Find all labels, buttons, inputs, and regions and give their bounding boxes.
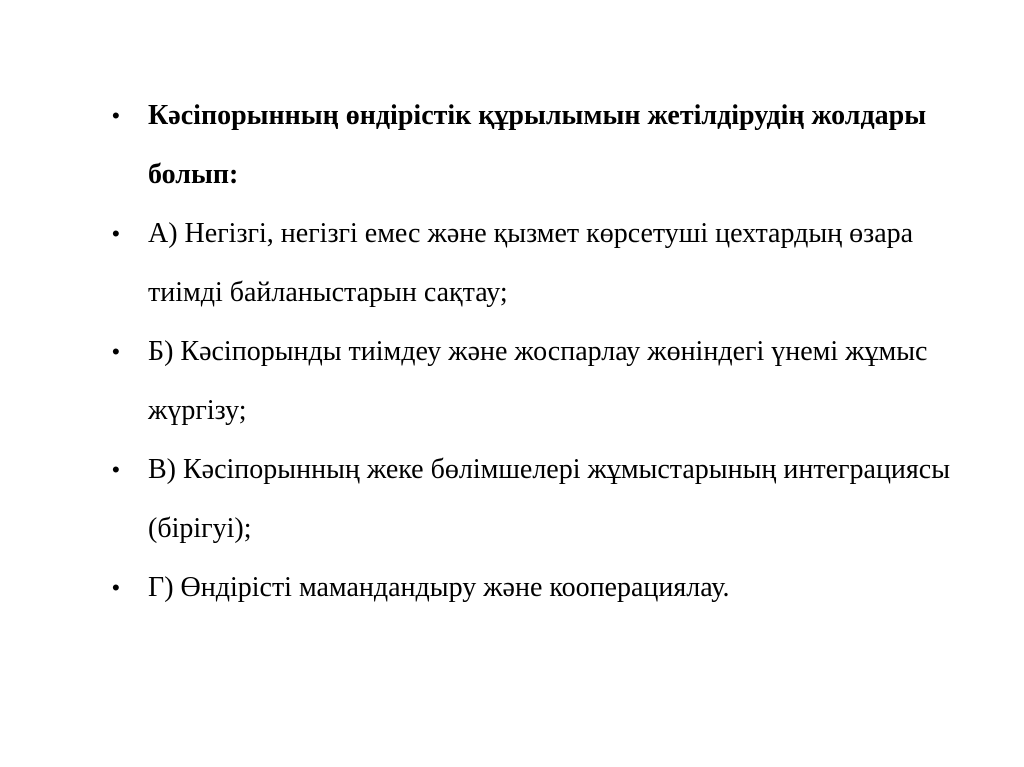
bullet-item-b (112, 322, 952, 440)
bullet-item-heading (112, 86, 952, 204)
bullet-icon: • (112, 339, 120, 364)
bullet-list (112, 86, 952, 617)
bullet-icon: • (112, 221, 120, 246)
bullet-icon: • (112, 103, 120, 128)
bullet-text: А) Негізгі, негізгі емес және қызмет көрсетуші цехтардың өзара тиімді байланыстарын сақтау; (148, 218, 914, 308)
bullet-item-v (112, 440, 952, 558)
bullet-icon: • (112, 457, 120, 482)
bullet-text: В) Кәсіпорынның жеке бөлімшелері жұмыстарының интеграциясы (бірігуі); (148, 454, 951, 544)
bullet-item-g (112, 558, 952, 617)
bullet-icon: • (112, 575, 120, 600)
bullet-text: Г) Өндірісті мамандандыру және кооперациялау. (148, 572, 730, 603)
bullet-text: Кәсіпорынның өндірістік құрылымын жетілдірудің жолдары болып: (148, 100, 927, 190)
bullet-item-a (112, 204, 952, 322)
bullet-text: Б) Кәсіпорынды тиімдеу және жоспарлау жөніндегі үнемі жұмыс жүргізу; (148, 336, 928, 426)
